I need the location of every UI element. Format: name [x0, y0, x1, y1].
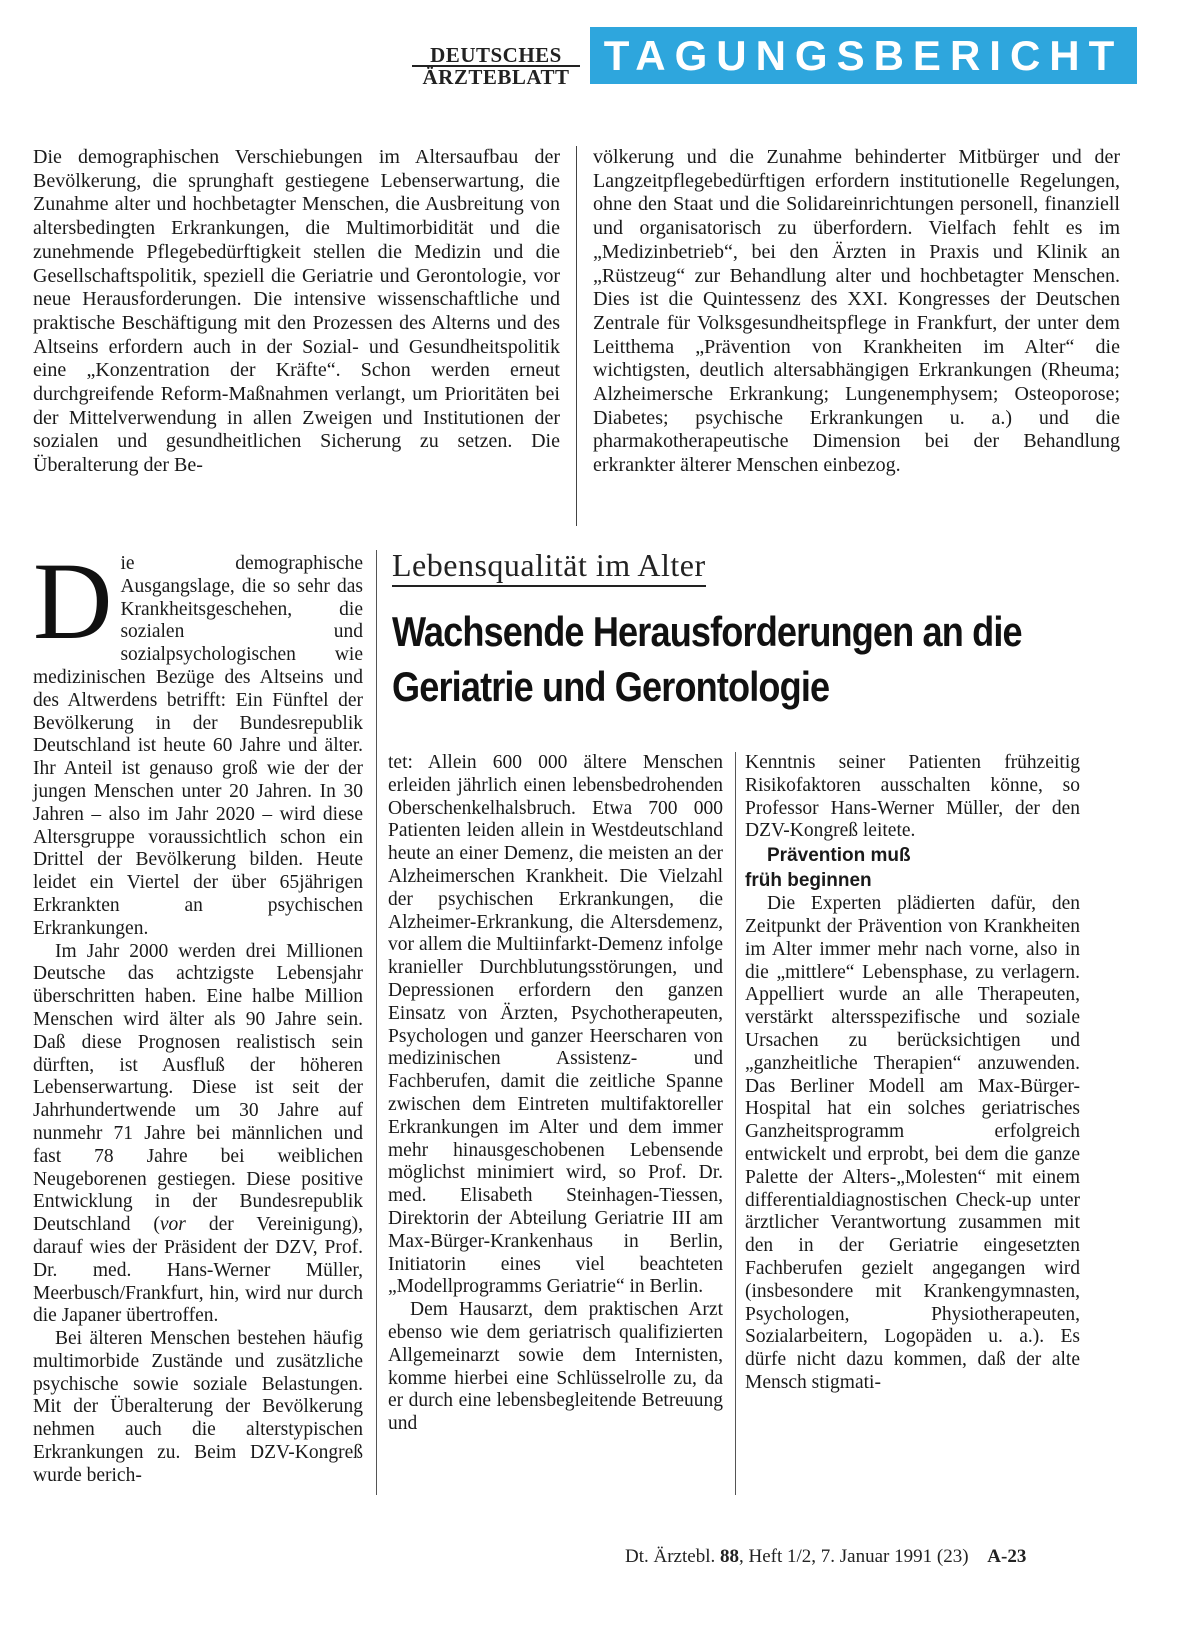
footer-journal: Dt. Ärztebl.	[625, 1546, 716, 1567]
page-number: A-23	[987, 1546, 1027, 1567]
drop-cap: D	[33, 540, 113, 662]
footer-issue: , Heft 1/2, 7. Januar 1991 (23)	[738, 1546, 969, 1567]
column-divider-2	[735, 752, 736, 1495]
intro-right-column: völkerung und die Zunahme behinderter Mitbürger und der Langzeitpflegebedürftigen erfordern institutionelle Regelungen, ohne den Staat und die Solidareinrichtungen personell, finanziell und organisatorisch zu überfordern. Vielfach fehlt es im „Medizinbetrieb“, bei den Ärzten in Praxis und Klinik an „Rüstzeug“ zur Behandlung alter und hochbetagter Menschen. Dies ist die Quintessenz des XXI. Kongresses der Deutschen Zentrale für Volksgesundheitspflege in Frankfurt, der unter dem Leitthema „Prävention von Krankheiten im Alter“ die wichtigsten, deutlich altersabhängigen Erkrankungen (Rheuma; Alzheimersche Erkrankung; Lungenemphysem; Osteoporose; Diabetes; psychische Erkrankungen u. a.) und die pharmakotherapeutische Dimension bei der Behandlung erkrankter älterer Menschen einbezog.	[593, 146, 1120, 477]
page-footer	[625, 1545, 1095, 1569]
article-column-2	[388, 752, 723, 1436]
paragraph: Bei älteren Menschen bestehen häufig multimorbide Zustände und zusätzliche psychische sowie soziale Belastungen. Mit der Überalterung der Bevölkerung nehmen auch die alterstypischen Erkrankungen zu. Beim DZV-Kongreß wurde berich-	[33, 1328, 363, 1486]
paragraph: Im Jahr 2000 werden drei Millionen Deutsche das achtzigste Lebensjahr überschritten haben. Eine halbe Million Menschen wird älter als 90 Jahre sein. Daß diese Prognosen realistisch sein dürften, ist Ausfluß der höheren Lebenserwartung. Diese ist seit der Jahrhundertwende um 30 Jahre auf nunmehr 71 Jahre bei männlichen und fast 78 Jahre bei weiblichen Neugeborenen gestiegen. Diese positive Entwicklung in der Bundesrepublik Deutschland (vor der Vereinigung), darauf wies der Präsident der DZV, Prof. Dr. med. Hans-Werner Müller, Meerbusch/Frankfurt, hin, wird nur durch die Japaner übertroffen.	[33, 940, 363, 1327]
column-divider-1	[376, 550, 377, 1495]
logo-line-1: DEUTSCHES	[430, 43, 562, 67]
paragraph: Die demographische Ausgangslage, die so sehr das Krankheitsgeschehen, die sozialen und sozialpsychologischen wie medizinischen Bezüge des Altseins und des Altwerdens betrifft: Ein Fünftel der Bevölkerung in der Bundesrepublik Deutschland ist heute 60 Jahre und älter. Ihr Anteil ist genauso groß wie der der jungen Menschen unter 20 Jahren. In 30 Jahren – also im Jahr 2020 – wird diese Altersgruppe voraussichtlich schon ein Drittel der Bevölkerung bilden. Heute leidet ein Viertel der über 65jährigen Erkrankten an psychischen Erkrankungen.	[33, 540, 363, 939]
paragraph: Kenntnis seiner Patienten frühzeitig Risikofaktoren ausschalten könne, so Professor Hans-Werner Müller, der den DZV-Kongreß leitete.	[745, 752, 1080, 842]
intro-left-column: Die demographischen Verschiebungen im Altersaufbau der Bevölkerung, die sprunghaft gestiegene Lebenserwartung, die Zunahme alter und hochbetagter Menschen, die Ausbreitung von altersbedingten Erkrankungen, die Multimorbidität und die zunehmende Pflegebedürftigkeit stellen die Medizin und die Gesellschaftspolitik, speziell die Geriatrie und Gerontologie, vor neue Herausforderungen. Die intensive wissenschaftliche und praktische Beschäftigung mit den Prozessen des Alterns und des Altseins erfordern auch in der Sozial- und Gesundheitspolitik eine „Konzentration der Kräfte“. Schon werden erneut durchgreifende Reform-Maßnahmen verlangt, um Prioritäten bei der Mittelverwendung in allen Zweigen und Institutionen der sozialen und gesundheitlichen Sicherung zu setzen. Die Überalterung der Be-	[33, 146, 560, 477]
paragraph: Die Experten plädierten dafür, den Zeitpunkt der Prävention von Krankheiten im Alter immer mehr nach vorne, also in die „mittlere“ Lebensphase, zu verlagern. Appelliert wurde an alle Therapeuten, verstärkt altersspezifische und soziale Ursachen zu berücksichtigen und „ganzheitliche Therapien“ anzuwenden. Das Berliner Modell am Max-Bürger-Hospital hat ein solches geriatrisches Ganzheitsprogramm erfolgreich entwickelt und erprobt, bei dem die ganze Palette der Alters-„Molesten“ mit einem differentialdiagnostischen Check-up unter ärztlicher Verantwortung zusammen mit den in der Geriatrie eingesetzten Fachberufen gezielt angegangen wird (insbesondere mit Krankengymnasten, Psychologen, Physiotherapeuten, Sozialarbeitern, Logopäden u. a.). Es dürfe nicht dazu kommen, daß der alte Mensch stigmati-	[745, 893, 1080, 1393]
article-headline: Wachsende Herausforderungen an die Geriatrie und Gerontologie	[392, 608, 1022, 710]
section-subheading: Prävention muß früh beginnen	[745, 845, 911, 892]
intro-summary	[33, 146, 1120, 541]
section-banner: TAGUNGSBERICHT	[590, 27, 1137, 84]
footer-volume: 88	[719, 1546, 739, 1567]
logo-line-2: ÄRZTEBLATT	[412, 65, 580, 86]
paragraph: tet: Allein 600 000 ältere Menschen erleiden jährlich einen lebensbedrohenden Oberschenkelhalsbruch. Etwa 700 000 Patienten leiden allein in Westdeutschland heute an einer Demenz, die meisten an der Alzheimerschen Krankheit. Die Vielzahl der psychischen Erkrankungen, die Alzheimer-Erkrankung, die Altersdemenz, vor allem die Multiinfarkt-Demenz infolge kranieller Durchblutungsstörungen, und Depressionen erfordern den ganzen Einsatz von Ärzten, Psychotherapeuten, Psychologen und ganzer Heerscharen von medizinischen Assistenz- und Fachberufen, damit die zeitliche Spanne zwischen dem Eintreten multifaktoreller Erkrankungen im Alter und dem immer mehr hinausgeschobenen Lebensende möglichst minimiert wird, so Prof. Dr. med. Elisabeth Steinhagen-Tiessen, Direktorin der Abteilung Geriatrie III am Max-Bürger-Krankenhaus in Berlin, Initiatorin eines viel beachteten „Modellprogramms Geriatrie“ in Berlin.	[388, 752, 723, 1298]
article-kicker: Lebensqualität im Alter	[392, 546, 772, 584]
masthead-logo	[412, 43, 580, 89]
intro-column-divider	[576, 146, 577, 526]
paragraph: Dem Hausarzt, dem praktischen Arzt ebenso wie dem geriatrisch qualifizierten Allgemeinarzt sowie dem Internisten, komme hierbei eine Schlüsselrolle zu, da er durch eine lebensbegleitende Betreuung und	[388, 1299, 723, 1435]
article-column-1	[33, 540, 363, 1488]
article-column-3	[745, 752, 1080, 1395]
